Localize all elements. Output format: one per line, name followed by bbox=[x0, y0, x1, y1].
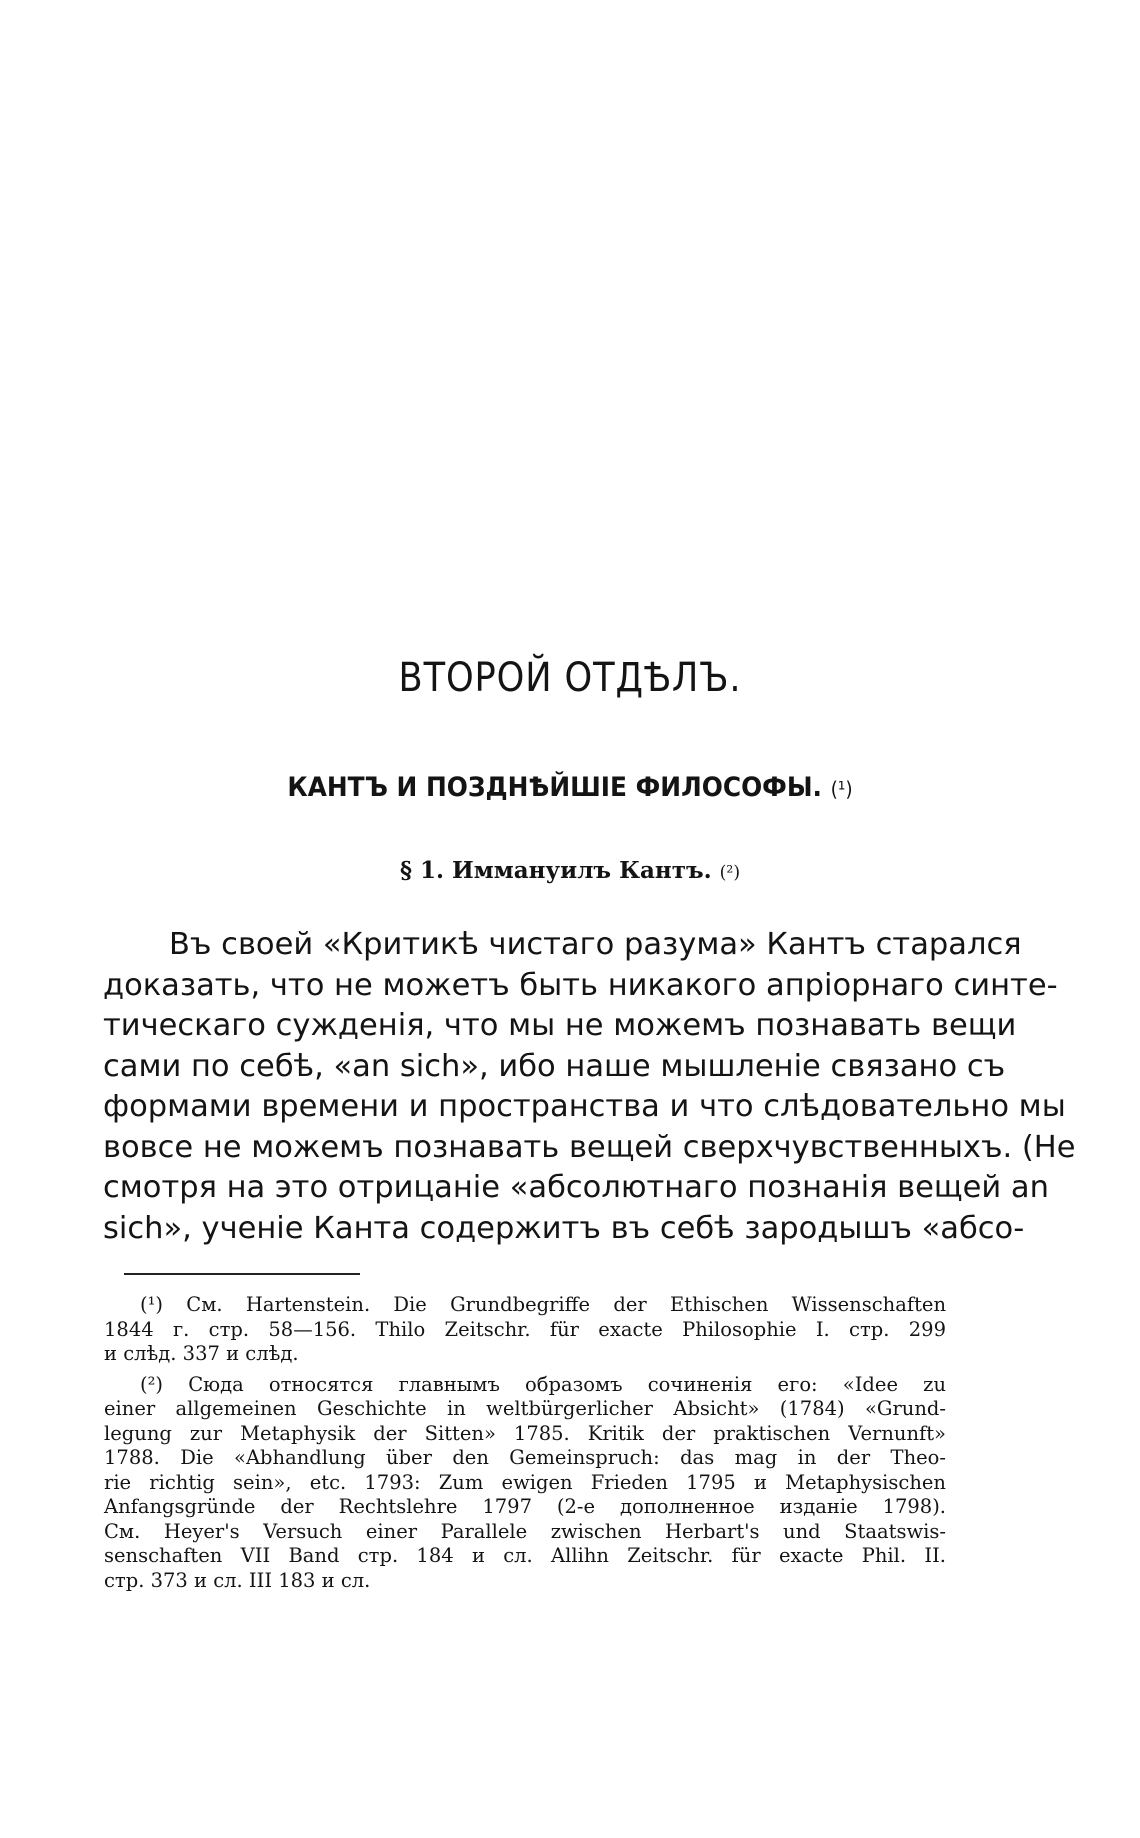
body-line: смотря на это отрицаніе «абсолютнаго познанія вещей an bbox=[103, 1170, 1049, 1205]
footnote-1 bbox=[104, 1293, 946, 1367]
footnote-line: legung zur Metaphysik der Sitten» 1785. Kritik der praktischen Vernunft» bbox=[104, 1421, 946, 1445]
body-line: доказать, что не можетъ быть никакого апріорнаго синте- bbox=[103, 967, 1058, 1003]
footnote-line: 1844 г. стр. 58—156. Thilo Zeitschr. für exacte Philosophie I. стр. 299 bbox=[104, 1317, 946, 1341]
footnote-line: См. Heyer's Versuch einer Parallele zwischen Herbart's und Staatswis- bbox=[104, 1519, 946, 1543]
body-line: Въ своей «Критикѣ чистаго разума» Кантъ старался bbox=[169, 927, 1022, 962]
footnote-line: Anfangsgründe der Rechtslehre 1797 (2-е дополненное изданіе 1798). bbox=[104, 1495, 946, 1518]
footnote-line: einer allgemeinen Geschichte in weltbürgerlicher Absicht» (1784) «Grund- bbox=[104, 1397, 946, 1420]
footnote-line: (¹) См. Hartenstein. Die Grundbegriffe der Ethischen Wissenschaften bbox=[140, 1293, 946, 1316]
footnote-line: стр. 373 и сл. III 183 и сл. bbox=[104, 1568, 371, 1592]
footnote-divider bbox=[124, 1273, 360, 1275]
body-line: вовсе не можемъ познавать вещей сверхчувственныхъ. (Не bbox=[103, 1129, 1076, 1165]
body-line: формами времени и пространства и что слѣдовательно мы bbox=[103, 1089, 1066, 1124]
footnote-line: и слѣд. 337 и слѣд. bbox=[104, 1342, 299, 1365]
subtitle-text: КАНТЪ И ПОЗДНѢЙШІЕ ФИЛОСОФЫ. bbox=[287, 772, 823, 803]
footnote-line: 1788. Die «Abhandlung über den Gemeinspruch: das mag in der Theo- bbox=[104, 1446, 946, 1469]
paragraph-heading-footnote-ref: (²) bbox=[719, 863, 741, 883]
footnote-line: rie richtig sein», etc. 1793: Zum ewigen Frieden 1795 и Metaphysischen bbox=[104, 1470, 946, 1494]
body-paragraph bbox=[103, 925, 1076, 1249]
body-line: sich», ученіе Канта содержитъ въ себѣ зародышъ «абсо- bbox=[103, 1210, 1025, 1246]
footnote-2 bbox=[104, 1373, 946, 1594]
footnote-line: (²) Сюда относятся главнымъ образомъ сочиненія его: «Idee zu bbox=[140, 1372, 946, 1396]
body-line: тическаго сужденія, что мы не можемъ познавать вещи bbox=[103, 1008, 1017, 1043]
footnote-line: senschaften VII Band стр. 184 и сл. Allihn Zeitschr. für exacte Phil. II. bbox=[104, 1544, 946, 1567]
subtitle-footnote-ref: (¹) bbox=[830, 777, 853, 801]
footnotes bbox=[104, 1293, 946, 1599]
paragraph-heading-text: § 1. Иммануилъ Кантъ. bbox=[399, 857, 712, 884]
body-line: сами по себѣ, «an sich», ибо наше мышленіе связано съ bbox=[103, 1048, 1006, 1084]
section-title: ВТОРОЙ ОТДѢЛЪ. bbox=[398, 655, 742, 701]
paragraph-heading bbox=[0, 857, 1140, 884]
chapter-subtitle bbox=[46, 772, 1095, 803]
